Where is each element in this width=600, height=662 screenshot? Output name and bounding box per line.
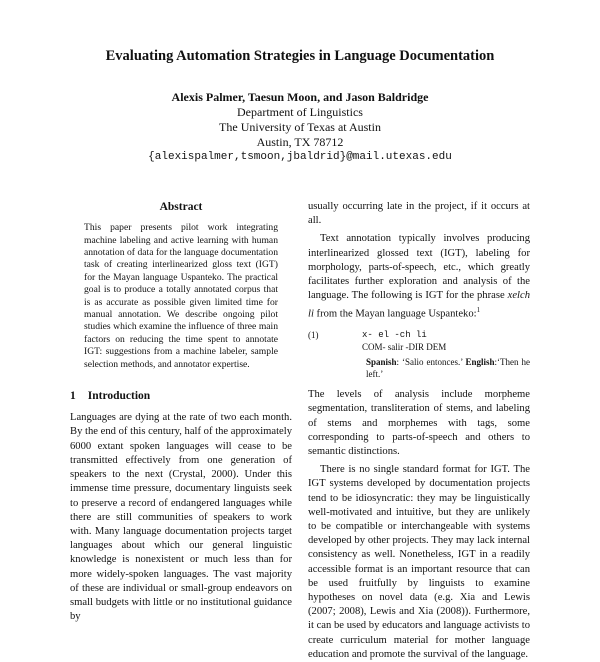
paragraph-levels: The levels of analysis include morpheme segmentation, transliteration of stems, and labeling of stems and morphemes with tags, some corresponding to parts-of-speech and others to semantic distinctions. <box>308 389 530 457</box>
section-heading <box>70 389 292 403</box>
paragraph-standard: There is no single standard format for IGT. The IGT systems developed by documentation projects tend to be idiosyncratic: they may be linguistically well-motivated and intuitive, but they are unlikely to be compatible or interchangeable with systems developed by other projects. They may lack internal consistency as well. Nonetheless, IGT in a readily accessible format is an important resource that can be used fruitfully by linguists to examine hypotheses on novel data (e.g. Xia and Lewis (2007; 2008), Lewis and Xia (2008)). Furthermore, it can be used by educators and language activists to create curriculum material for mother language education and promote the survival of the language. <box>308 464 530 660</box>
paragraph-continued: usually occurring late in the project, if it occurs at all. <box>308 201 530 227</box>
author-names: Alexis Palmer, Taesun Moon, and Jason Baldridge <box>171 90 429 104</box>
paragraph-igt-tail: from the Mayan language Uspanteko: <box>313 308 477 320</box>
example-glosses: COM- salir -DIR DEM <box>362 341 447 352</box>
spanish-label: Spanish <box>366 357 397 368</box>
english-text: :‘Then he left.’ <box>366 357 530 379</box>
example-translation <box>342 357 530 380</box>
example-morphemes: x- el -ch li <box>362 330 427 341</box>
abstract-heading: Abstract <box>159 201 203 213</box>
author-email: {alexispalmer,tsmoon,jbaldrid}@mail.utexas.edu <box>148 151 452 163</box>
igt-example <box>308 330 530 380</box>
author-block <box>0 90 600 165</box>
section-title: Introduction <box>87 390 151 403</box>
spanish-text: : ‘Salio entonces.’ <box>396 357 466 368</box>
paper-title: Evaluating Automation Strategies in Language Documentation <box>105 48 495 64</box>
section-number: 1 <box>70 390 76 403</box>
phrase-italic: xelch li <box>308 290 530 320</box>
right-column <box>308 200 530 662</box>
english-label: English <box>465 357 495 368</box>
footnote-marker: 1 <box>476 306 481 315</box>
left-column <box>70 200 292 624</box>
example-number: (1) <box>308 330 319 341</box>
paragraph-igt <box>308 232 530 322</box>
author-university: The University of Texas at Austin <box>219 120 381 134</box>
introduction-paragraph: Languages are dying at the rate of two each month. By the end of this century, half of the approximately 6000 extant spoken languages will cease to be transmitted effectively from one generation of speakers to the next (Crystal, 2000). Under this immense time pressure, documentary linguists seek to preserve a record of endangered languages while there are still communities of speakers to work with. Many language documentation projects target languages about which our general linguistic knowledge is nonexistent or much less than for more widely-spoken languages. The vast majority of these are individual or small-group endeavors on small budgets with little or no institutional guidance by <box>70 412 292 623</box>
author-city: Austin, TX 78712 <box>256 135 344 149</box>
abstract-text: This paper presents pilot work integrating machine labeling and active learning with human annotation of data for the language documentation task of creating interlinearized gloss text (IGT) for the Mayan language Uspanteko. The practical goal is to produce a totally annotated corpus that is as accurate as possible given limited time for manual annotation. We describe ongoing pilot studies which examine the influence of three main factors on reducing the time spent to annotate IGT: suggestions from a machine labeler, sample selection methods, and annotator expertise. <box>84 222 278 370</box>
paragraph-igt-text: Text annotation typically involves producing interlinearized glossed text (IGT), labeling for morphology, parts-of-speech, etc., which greatly facilitates further exploration and analysis of the language. The following is IGT for the phrase <box>308 233 530 302</box>
author-department: Department of Linguistics <box>237 105 363 119</box>
